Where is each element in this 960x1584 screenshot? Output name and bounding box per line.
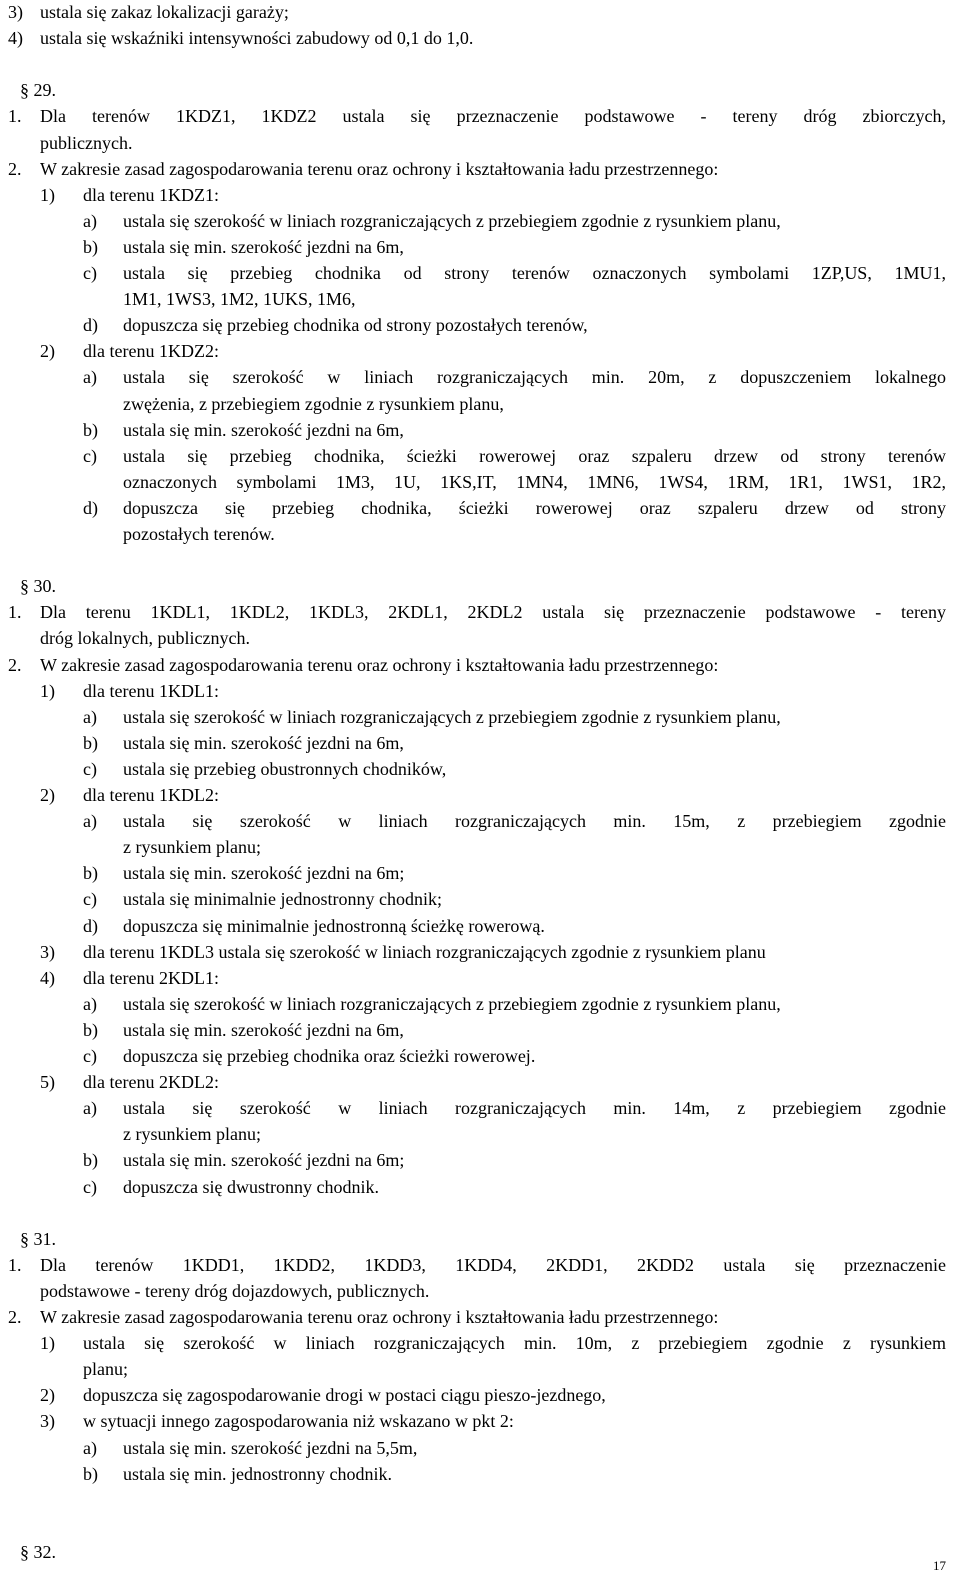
line-text: w sytuacji innego zagospodarowania niż wskazano w pkt 2: [83, 1411, 514, 1432]
line-text: dopuszcza się przebieg chodnika oraz ścieżki rowerowej. [123, 1046, 536, 1066]
line-text: z rysunkiem planu; [123, 1124, 261, 1145]
list-marker: a) [83, 210, 97, 231]
text-line [0, 1307, 960, 1329]
list-marker: c) [83, 758, 97, 779]
list-marker: 3) [40, 941, 55, 962]
section-heading [0, 1229, 960, 1251]
list-marker: 1. [8, 106, 22, 127]
page-number: 17 [933, 1558, 946, 1573]
list-marker: a) [83, 1098, 97, 1119]
line-text: dla terenu 2KDL2: [83, 1072, 219, 1093]
line-text: dla terenu 1KDZ1: [83, 184, 219, 205]
text-line [0, 1516, 960, 1538]
text-line [0, 759, 960, 781]
text-line [0, 1411, 960, 1433]
text-line [0, 289, 960, 311]
list-marker: 2. [8, 158, 22, 179]
list-marker: c) [83, 889, 97, 910]
line-text: dopuszcza się minimalnie jednostronną ścieżkę rowerową. [123, 915, 545, 936]
line-text: ustala się szerokość w liniach rozgraniczających z przebiegiem zgodnie z rysunkiem planu, [123, 210, 781, 231]
list-marker: d) [83, 497, 98, 518]
text-line [0, 916, 960, 938]
list-marker: a) [83, 367, 97, 388]
line-text: ustala się min. szerokość jezdni na 6m; [123, 863, 405, 884]
line-text: ustala się min. jednostronny chodnik. [123, 1463, 392, 1484]
line-text: ustala się szerokość w liniach rozgraniczających min. 15m, z przebiegiem zgodnie [123, 811, 946, 832]
text-line [0, 655, 960, 677]
list-marker: c) [83, 1046, 97, 1066]
text-line [0, 994, 960, 1016]
text-line [0, 133, 960, 155]
text-line [0, 2, 960, 24]
line-text: ustala się minimalnie jednostronny chodnik; [123, 889, 442, 910]
line-text: ustala się szerokość w liniach rozgraniczających z przebiegiem zgodnie z rysunkiem planu, [123, 706, 781, 727]
line-text: z rysunkiem planu; [123, 837, 261, 858]
list-marker: 1) [40, 680, 55, 701]
line-text: dróg lokalnych, publicznych. [40, 628, 250, 649]
text-line [0, 524, 960, 546]
text-line [0, 1255, 960, 1277]
list-marker: b) [83, 1150, 98, 1171]
text-line [0, 707, 960, 729]
text-line [0, 54, 960, 76]
section-number: § 29. [20, 80, 56, 101]
list-marker: c) [83, 263, 97, 283]
line-text: dopuszcza się zagospodarowanie drogi w postaci ciągu pieszo-jezdnego, [83, 1385, 606, 1406]
list-marker: b) [83, 863, 98, 884]
section-number: § 30. [20, 576, 56, 597]
section-heading [0, 1542, 960, 1564]
line-text: Dla terenu 1KDL1, 1KDL2, 1KDL3, 2KDL1, 2KDL2 ustala się przeznaczenie podstawowe - tereny [40, 602, 946, 623]
text-line [0, 498, 960, 520]
line-text: ustala się przebieg chodnika, ścieżki rowerowej oraz szpaleru drzew od strony terenów [123, 445, 946, 466]
list-marker: b) [83, 419, 98, 440]
text-line [0, 159, 960, 181]
list-marker: a) [83, 706, 97, 727]
text-line [0, 28, 960, 50]
section-number: § 31. [20, 1228, 56, 1249]
line-text: Dla terenów 1KDD1, 1KDD2, 1KDD3, 1KDD4, 2KDD1, 2KDD2 ustala się przeznaczenie [40, 1254, 946, 1275]
text-line [0, 315, 960, 337]
text-line [0, 1098, 960, 1120]
text-line [0, 889, 960, 911]
line-text: podstawowe - tereny dróg dojazdowych, publicznych. [40, 1280, 430, 1301]
text-line [0, 1177, 960, 1199]
list-marker: 3) [8, 2, 23, 22]
text-line [0, 1072, 960, 1094]
text-line [0, 1438, 960, 1460]
text-line [0, 968, 960, 990]
list-marker: 1) [40, 1333, 55, 1354]
list-marker: 2. [8, 1307, 22, 1327]
list-marker: 1. [8, 1254, 22, 1275]
line-text: ustala się szerokość w liniach rozgraniczających min. 10m, z przebiegiem zgodnie z rysunkiem [83, 1333, 946, 1354]
text-line [0, 472, 960, 494]
list-marker: b) [83, 732, 98, 753]
text-line [0, 106, 960, 128]
list-marker: 1) [40, 184, 55, 205]
line-text: dla terenu 1KDL2: [83, 785, 219, 805]
text-line [0, 237, 960, 259]
text-line [0, 550, 960, 572]
text-line [0, 681, 960, 703]
line-text: ustala się min. szerokość jezdni na 6m, [123, 236, 404, 257]
line-text: ustala się min. szerokość jezdni na 6m, [123, 1019, 404, 1040]
text-line [0, 1359, 960, 1381]
text-line [0, 1046, 960, 1068]
text-line [0, 837, 960, 859]
line-text: ustala się min. szerokość jezdni na 6m, [123, 732, 404, 753]
line-text: ustala się zakaz lokalizacji garaży; [40, 2, 289, 22]
line-text: dopuszcza się dwustronny chodnik. [123, 1176, 379, 1197]
text-line [0, 367, 960, 389]
text-line [0, 1333, 960, 1355]
section-heading [0, 576, 960, 598]
text-line [0, 1124, 960, 1146]
text-line [0, 1281, 960, 1303]
line-text: ustala się wskaźniki intensywności zabudowy od 0,1 do 1,0. [40, 28, 474, 49]
line-text: W zakresie zasad zagospodarowania terenu oraz ochrony i kształtowania ładu przestrzennego: [40, 654, 719, 675]
line-text: dopuszcza się przebieg chodnika, ścieżki rowerowej oraz szpaleru drzew od strony [123, 497, 946, 518]
list-marker: 5) [40, 1072, 55, 1093]
list-marker: b) [83, 1019, 98, 1040]
section-heading [0, 80, 960, 102]
line-text: ustala się szerokość w liniach rozgraniczających min. 20m, z dopuszczeniem lokalnego [123, 367, 946, 388]
list-marker: d) [83, 915, 98, 936]
list-marker: c) [83, 445, 97, 466]
line-text: ustala się przebieg obustronnych chodników, [123, 758, 447, 779]
line-text: zwężenia, z przebiegiem zgodnie z rysunkiem planu, [123, 393, 504, 414]
line-text: dla terenu 1KDL3 ustala się szerokość w liniach rozgraniczających zgodnie z rysunkiem planu [83, 941, 766, 962]
list-marker: 2) [40, 341, 55, 362]
list-marker: 4) [40, 967, 55, 988]
text-line [0, 811, 960, 833]
line-text: ustala się min. szerokość jezdni na 6m; [123, 1150, 405, 1171]
line-text: dla terenu 1KDL1: [83, 680, 219, 701]
line-text: ustala się min. szerokość jezdni na 5,5m, [123, 1437, 418, 1458]
text-line [0, 1464, 960, 1486]
text-line [0, 185, 960, 207]
list-marker: a) [83, 811, 97, 832]
text-line [0, 394, 960, 416]
text-line [0, 263, 960, 285]
line-text: ustala się szerokość w liniach rozgraniczających min. 14m, z przebiegiem zgodnie [123, 1098, 946, 1119]
text-line [0, 1203, 960, 1225]
text-line [0, 341, 960, 363]
line-text: ustala się min. szerokość jezdni na 6m, [123, 419, 404, 440]
text-line [0, 602, 960, 624]
text-line [0, 1150, 960, 1172]
line-text: ustala się przebieg chodnika od strony terenów oznaczonych symbolami 1ZP,US, 1MU1, [123, 263, 946, 283]
list-marker: 1. [8, 602, 22, 623]
text-line [0, 628, 960, 650]
line-text: ustala się szerokość w liniach rozgraniczających z przebiegiem zgodnie z rysunkiem planu, [123, 993, 781, 1014]
list-marker: 2) [40, 785, 55, 805]
line-text: W zakresie zasad zagospodarowania terenu oraz ochrony i kształtowania ładu przestrzennego: [40, 158, 719, 179]
list-marker: 3) [40, 1411, 55, 1432]
text-line [0, 733, 960, 755]
line-text: dla terenu 2KDL1: [83, 967, 219, 988]
line-text: publicznych. [40, 132, 133, 153]
text-line [0, 211, 960, 233]
text-line [0, 863, 960, 885]
list-marker: 4) [8, 28, 23, 49]
line-text: W zakresie zasad zagospodarowania terenu oraz ochrony i kształtowania ładu przestrzennego: [40, 1307, 719, 1327]
list-marker: c) [83, 1176, 97, 1197]
text-line [0, 1490, 960, 1512]
text-line [0, 785, 960, 807]
list-marker: b) [83, 1463, 98, 1484]
line-text: 1M1, 1WS3, 1M2, 1UKS, 1M6, [123, 289, 356, 310]
text-line [0, 420, 960, 442]
line-text: planu; [83, 1359, 128, 1380]
text-line [0, 1020, 960, 1042]
list-marker: d) [83, 315, 98, 336]
line-text: dla terenu 1KDZ2: [83, 341, 219, 362]
list-marker: a) [83, 993, 97, 1014]
line-text: dopuszcza się przebieg chodnika od strony pozostałych terenów, [123, 315, 588, 336]
line-text: Dla terenów 1KDZ1, 1KDZ2 ustala się przeznaczenie podstawowe - tereny dróg zbiorczych, [40, 106, 946, 127]
text-line [0, 1385, 960, 1407]
list-marker: 2) [40, 1385, 55, 1406]
list-marker: a) [83, 1437, 97, 1458]
text-line [0, 446, 960, 468]
line-text: oznaczonych symbolami 1M3, 1U, 1KS,IT, 1MN4, 1MN6, 1WS4, 1RM, 1R1, 1WS1, 1R2, [123, 471, 946, 492]
list-marker: b) [83, 236, 98, 257]
line-text: pozostałych terenów. [123, 524, 275, 544]
list-marker: 2. [8, 654, 22, 675]
text-line [0, 942, 960, 964]
section-number: § 32. [20, 1541, 56, 1562]
